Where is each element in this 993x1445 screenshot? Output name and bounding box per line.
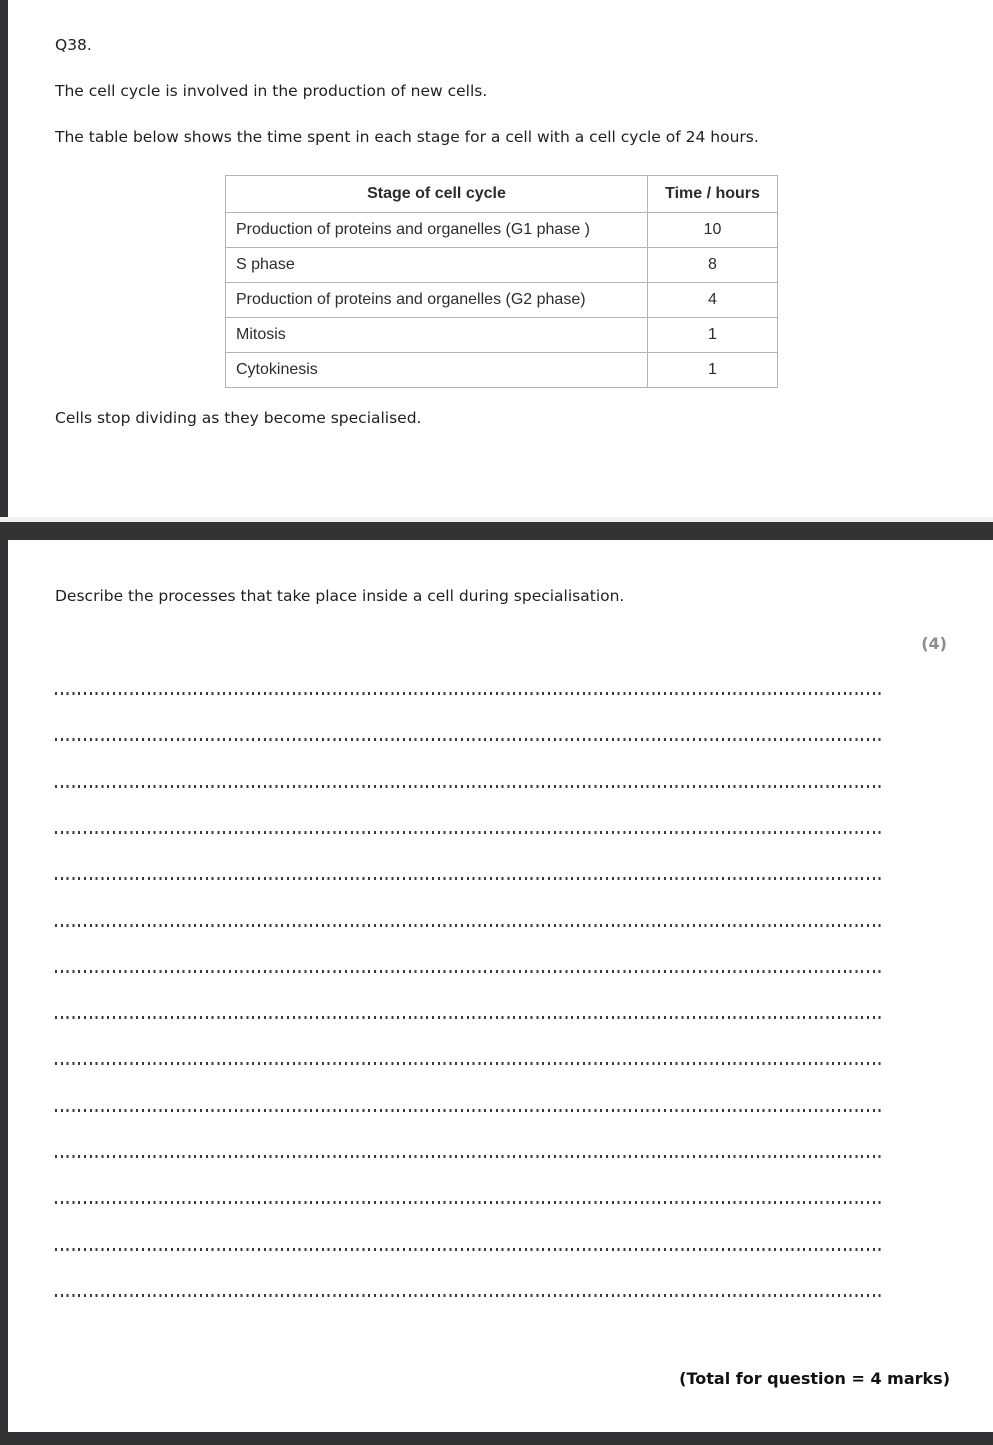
note-text: Cells stop dividing as they become specialised. [55,409,422,427]
answer-prompt-text: Describe the processes that take place inside a cell during specialisation. [55,587,625,605]
answer-line [55,738,881,741]
answer-line [55,785,881,788]
time-cell: 4 [648,283,778,318]
bottom-edge-band [0,1432,993,1445]
table-row [226,318,778,353]
table-row [226,353,778,388]
stage-cell: Cytokinesis [226,353,648,388]
total-marks-text: (Total for question = 4 marks) [679,1369,950,1388]
time-cell: 1 [648,318,778,353]
intro-text-1: The cell cycle is involved in the production of new cells. [55,82,488,100]
answer-line [55,1201,881,1204]
answer-line [55,831,881,834]
answer-line [55,1248,881,1251]
table-row [226,248,778,283]
time-cell: 1 [648,353,778,388]
stage-cell: Production of proteins and organelles (G2 phase) [226,283,648,318]
time-cell: 10 [648,213,778,248]
answer-line [55,924,881,927]
question-number: Q38. [55,36,92,54]
table-header-time: Time / hours [648,176,778,213]
table-header-stage: Stage of cell cycle [226,176,648,213]
stage-cell: Mitosis [226,318,648,353]
stage-cell: Production of proteins and organelles (G1 phase ) [226,213,648,248]
marks-badge: (4) [921,634,947,653]
answer-line [55,877,881,880]
answer-line [55,1294,881,1297]
stage-cell: S phase [226,248,648,283]
table-header-row [226,176,778,213]
left-edge-strip [0,0,8,1445]
intro-text-2: The table below shows the time spent in each stage for a cell with a cell cycle of 24 hours. [55,128,759,146]
answer-line [55,970,881,973]
table-row [226,213,778,248]
section-divider-band [0,522,993,540]
answer-line [55,692,881,695]
time-cell: 8 [648,248,778,283]
answer-line [55,1109,881,1112]
answer-line [55,1016,881,1019]
answer-line [55,1155,881,1158]
answer-line [55,1062,881,1065]
table-row [226,283,778,318]
cell-cycle-table [225,175,778,388]
